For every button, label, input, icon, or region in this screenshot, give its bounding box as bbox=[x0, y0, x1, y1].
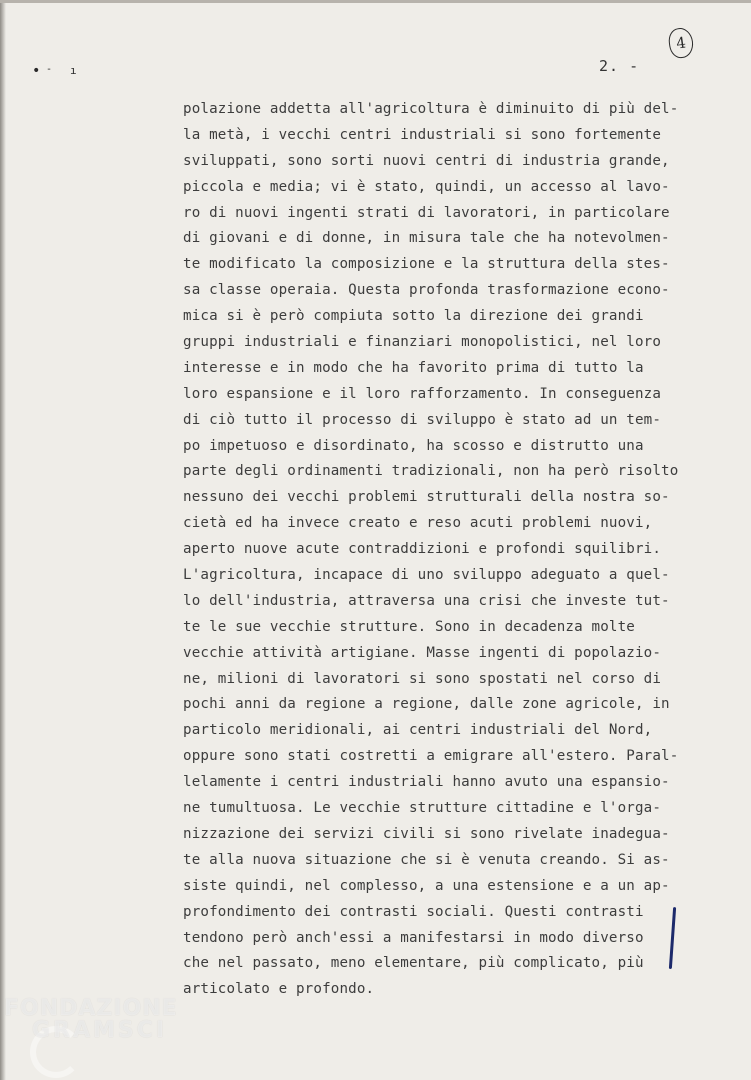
text-line: mica si è però compiuta sotto la direzione dei grandi bbox=[183, 308, 644, 325]
page-number: 2. - bbox=[599, 57, 640, 75]
punch-hole-mark: - bbox=[46, 64, 53, 75]
text-line: vecchie attività artigiane. Masse ingenti di popolazio- bbox=[183, 644, 662, 661]
text-line: ne, milioni di lavoratori si sono spostati nel corso di bbox=[183, 670, 662, 687]
text-line: pochi anni da regione a regione, dalle zone agricole, in bbox=[183, 696, 670, 713]
text-line: particolo meridionali, ai centri industriali del Nord, bbox=[183, 722, 653, 739]
text-line: parte degli ordinamenti tradizionali, non ha però risolto bbox=[183, 463, 679, 480]
text-line: lo dell'industria, attraversa una crisi che investe tut- bbox=[183, 592, 670, 609]
text-line: gruppi industriali e finanziari monopolistici, nel loro bbox=[183, 334, 662, 351]
text-line: te modificato la composizione e la struttura della stes- bbox=[183, 256, 670, 273]
text-line: polazione addetta all'agricoltura è diminuito di più del- bbox=[183, 101, 679, 117]
page-edge-shadow bbox=[0, 0, 6, 1080]
archive-number-stamp: 4 bbox=[667, 26, 695, 59]
watermark bbox=[4, 998, 178, 1042]
text-line: ne tumultuosa. Le vecchie strutture cittadine e l'orga- bbox=[183, 800, 662, 817]
text-line: sa classe operaia. Questa profonda trasformazione econo- bbox=[183, 282, 670, 299]
text-line: te le sue vecchie strutture. Sono in decadenza molte bbox=[183, 618, 635, 635]
text-line: profondimento dei contrasti sociali. Questi contrasti bbox=[183, 903, 644, 920]
text-line: lelamente i centri industriali hanno avuto una espansio- bbox=[183, 774, 670, 791]
text-line: interesse e in modo che ha favorito prima di tutto la bbox=[183, 359, 644, 376]
text-line: po impetuoso e disordinato, ha scosso e distrutto una bbox=[183, 437, 644, 454]
typewritten-body bbox=[183, 97, 703, 1003]
text-line: oppure sono stati costretti a emigrare all'estero. Paral- bbox=[183, 748, 679, 765]
text-line: nessuno dei vecchi problemi strutturali della nostra so- bbox=[183, 489, 670, 506]
text-line: siste quindi, nel complesso, a una estensione e a un ap- bbox=[183, 877, 670, 894]
text-line: la metà, i vecchi centri industriali si sono fortemente bbox=[183, 126, 662, 143]
punch-hole-mark: ı bbox=[70, 64, 77, 77]
text-line: nizzazione dei servizi civili si sono rivelate inadegua- bbox=[183, 825, 670, 842]
text-line: articolato e profondo. bbox=[183, 981, 375, 998]
text-line: aperto nuove acute contraddizioni e profondi squilibri. bbox=[183, 541, 662, 558]
watermark-line-1: FONDAZIONE bbox=[4, 996, 178, 1021]
page-top-edge bbox=[0, 0, 751, 3]
text-line: di ciò tutto il processo di sviluppo è stato ad un tem- bbox=[183, 411, 662, 428]
text-line: sviluppati, sono sorti nuovi centri di industria grande, bbox=[183, 152, 670, 169]
text-line: di giovani e di donne, in misura tale che ha notevolmen- bbox=[183, 230, 670, 247]
text-line: L'agricoltura, incapace di uno sviluppo adeguato a quel- bbox=[183, 567, 670, 584]
text-line: te alla nuova situazione che si è venuta creando. Si as- bbox=[183, 851, 670, 868]
text-line: cietà ed ha invece creato e reso acuti problemi nuovi, bbox=[183, 515, 653, 532]
text-line: piccola e media; vi è stato, quindi, un accesso al lavo- bbox=[183, 178, 670, 195]
text-line: ro di nuovi ingenti strati di lavoratori, in particolare bbox=[183, 204, 670, 221]
text-line: loro espansione e il loro rafforzamento. In conseguenza bbox=[183, 385, 662, 402]
punch-hole-mark: • bbox=[32, 63, 41, 79]
text-line: che nel passato, meno elementare, più complicato, più bbox=[183, 955, 644, 972]
watermark-line-2: GRAMSCI bbox=[32, 1018, 168, 1043]
text-line: tendono però anch'essi a manifestarsi in modo diverso bbox=[183, 929, 644, 946]
